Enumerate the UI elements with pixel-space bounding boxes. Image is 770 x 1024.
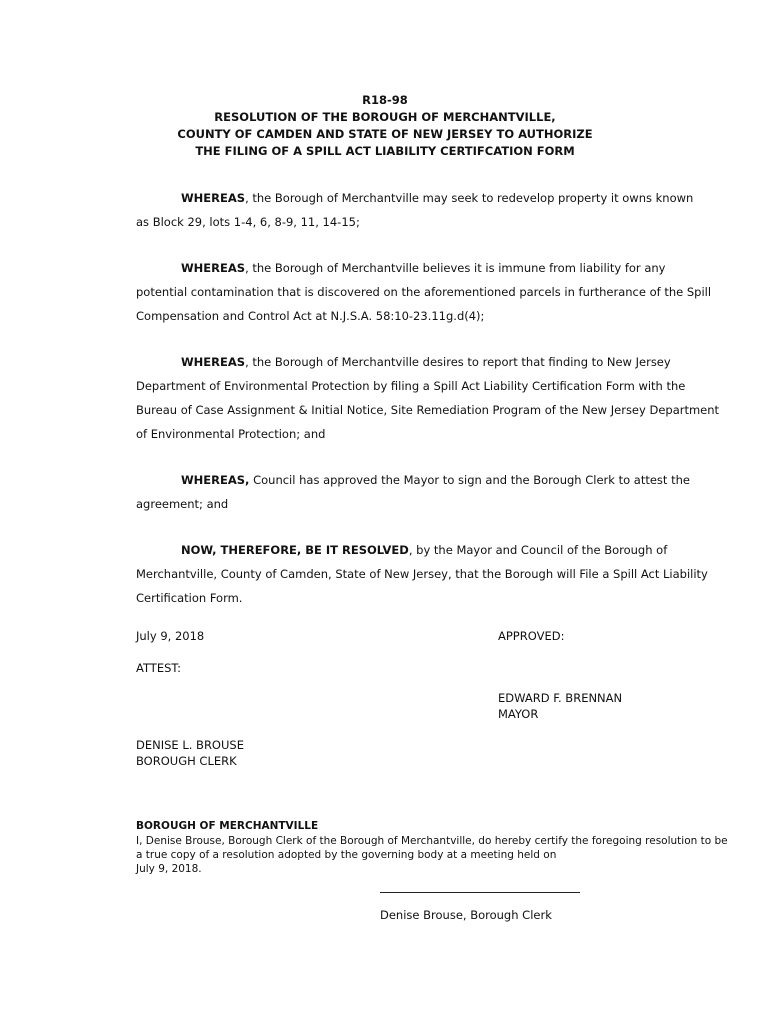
whereas-3-line-4: of Environmental Protection; and [136,427,326,441]
resolved-line-1 [181,543,667,557]
resolved-lead: NOW, THEREFORE, BE IT RESOLVED [181,543,409,557]
whereas-2-line-2: potential contamination that is discovered on the aforementioned parcels in furtherance of the Spill [136,285,712,299]
whereas-2-line-3: Compensation and Control Act at N.J.S.A. 58:10-23.11g.d(4); [136,309,485,323]
resolution-date: July 9, 2018 [136,629,205,643]
clerk-name: DENISE L. BROUSE [136,738,244,752]
whereas-4-text-1: Council has approved the Mayor to sign and the Borough Clerk to attest the [249,473,690,487]
certification-line-3: July 9, 2018. [136,863,202,875]
title-line-3: THE FILING OF A SPILL ACT LIABILITY CERTIFCATION FORM [195,144,575,158]
whereas-2-text-1: , the Borough of Merchantville believes it is immune from liability for any [245,261,666,275]
certification-line-2: a true copy of a resolution adopted by the governing body at a meeting held on [136,849,557,861]
mayor-name: EDWARD F. BRENNAN [498,691,623,705]
attest-label: ATTEST: [136,661,182,675]
mayor-title: MAYOR [498,707,539,721]
whereas-3-lead: WHEREAS [181,355,246,369]
resolution-number: R18-98 [362,93,408,107]
whereas-1-text-1: , the Borough of Merchantville may seek to redevelop property it owns known [245,191,694,205]
signature-line [380,892,580,893]
certification-signer: Denise Brouse, Borough Clerk [380,908,552,922]
whereas-2-line-1 [181,261,665,275]
whereas-1-line-2: as Block 29, lots 1-4, 6, 8-9, 11, 14-15; [136,215,360,229]
certification-line-1: I, Denise Brouse, Borough Clerk of the Borough of Merchantville, do hereby certify the foregoing resolution to be [136,835,728,847]
resolved-text-1: , by the Mayor and Council of the Borough of [408,543,668,557]
title-line-1: RESOLUTION OF THE BOROUGH OF MERCHANTVILLE, [214,110,556,124]
whereas-1-line-1 [181,191,693,205]
whereas-3-line-3: Bureau of Case Assignment & Initial Notice, Site Remediation Program of the New Jersey Department [136,403,720,417]
approved-label: APPROVED: [498,629,565,643]
resolved-line-3: Certification Form. [136,591,243,605]
whereas-3-line-1 [181,355,671,369]
whereas-4-lead: WHEREAS, [181,473,250,487]
clerk-title: BOROUGH CLERK [136,754,237,768]
whereas-4-line-1 [181,473,690,487]
certification-heading: BOROUGH OF MERCHANTVILLE [136,820,319,832]
title-line-2: COUNTY OF CAMDEN AND STATE OF NEW JERSEY TO AUTHORIZE [177,127,593,141]
resolved-line-2: Merchantville, County of Camden, State of New Jersey, that the Borough will File a Spill Act Liability [136,567,708,581]
whereas-2-lead: WHEREAS [181,261,246,275]
whereas-4-line-2: agreement; and [136,497,229,511]
whereas-3-line-2: Department of Environmental Protection by filing a Spill Act Liability Certification Form with the [136,379,686,393]
whereas-1-lead: WHEREAS [181,191,246,205]
whereas-3-text-1: , the Borough of Merchantville desires to report that finding to New Jersey [245,355,671,369]
